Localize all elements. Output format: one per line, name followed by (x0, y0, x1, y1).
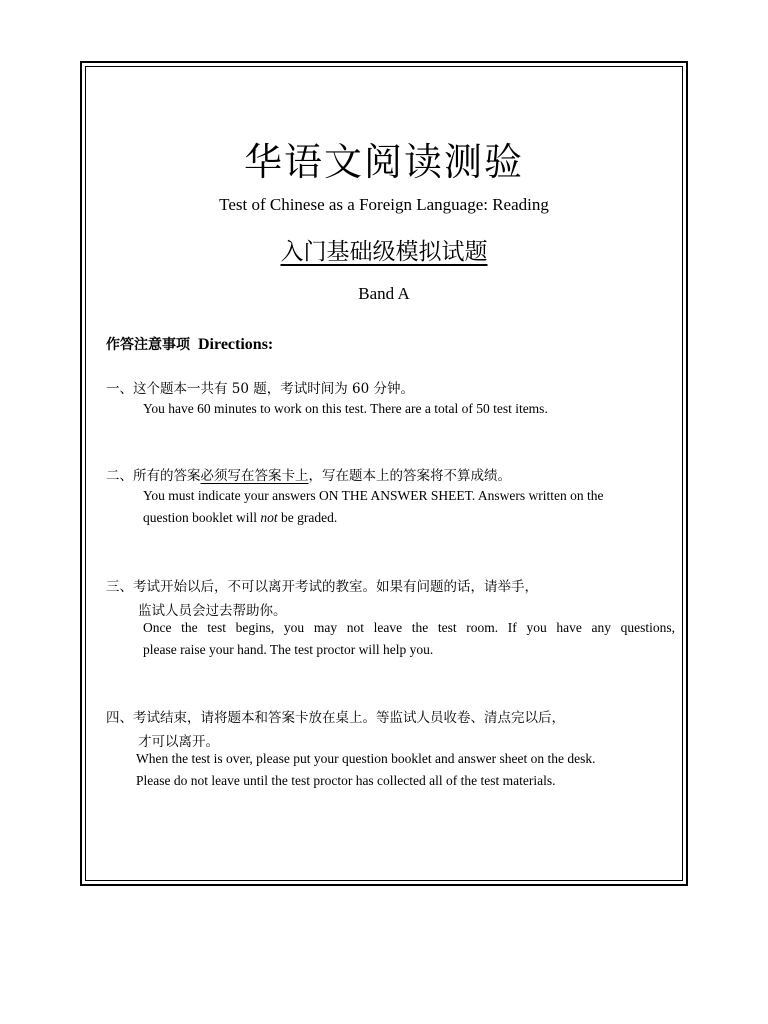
item4-chinese-line1: 四、考试结束，请将题本和答案卡放在桌上。等监试人员收卷、清点完以后， (106, 710, 565, 726)
item3-english-line1: Once the test begins, you may not leave the test room. If you have any questions, (143, 620, 675, 635)
item2-english-line2 (143, 510, 337, 526)
subtitle-chinese (86, 233, 682, 266)
item1-english: You have 60 minutes to work on this test. There are a total of 50 test items. (143, 401, 548, 416)
title-chinese: 华语文阅读测验 (243, 140, 524, 184)
item2-en-emphasis: not (260, 510, 278, 525)
directions-heading (106, 334, 273, 354)
subtitle-chinese-text: 入门基础级模拟试题 (280, 239, 488, 265)
item2-cn-part-a: 二、所有的答案 (106, 468, 201, 484)
band-label: Band A (358, 284, 410, 303)
item4-english-line2: Please do not leave until the test proctor has collected all of the test materials. (136, 773, 556, 788)
page-border (80, 61, 688, 886)
item1-chinese: 一、这个题本一共有 50 题，考试时间为 60 分钟。 (106, 381, 415, 397)
page-inner-border (85, 66, 683, 881)
item2-cn-part-b: ，写在题本上的答案将不算成绩。 (308, 468, 511, 484)
item2-cn-underlined: 必须写在答案卡上 (200, 468, 309, 484)
directions-heading-en: Directions: (198, 336, 274, 353)
item3-english-line2: please raise your hand. The test proctor will help you. (143, 642, 434, 657)
item3-chinese-line2: 监试人员会过去帮助你。 (138, 603, 287, 619)
item2-chinese (106, 464, 511, 484)
title-english: Test of Chinese as a Foreign Language: Reading (219, 195, 549, 214)
item4-chinese-line2: 才可以离开。 (138, 734, 219, 750)
item3-chinese-line1: 三、考试开始以后，不可以离开考试的教室。如果有问题的话，请举手， (106, 579, 538, 595)
directions-heading-cn: 作答注意事项 (106, 337, 190, 353)
item2-en-part-b: be graded. (277, 510, 338, 525)
item4-english-line1: When the test is over, please put your question booklet and answer sheet on the desk. (136, 751, 596, 766)
item2-english-line1: You must indicate your answers ON THE ANSWER SHEET. Answers written on the (143, 488, 604, 503)
item2-en-part-a: question booklet will (143, 510, 261, 525)
